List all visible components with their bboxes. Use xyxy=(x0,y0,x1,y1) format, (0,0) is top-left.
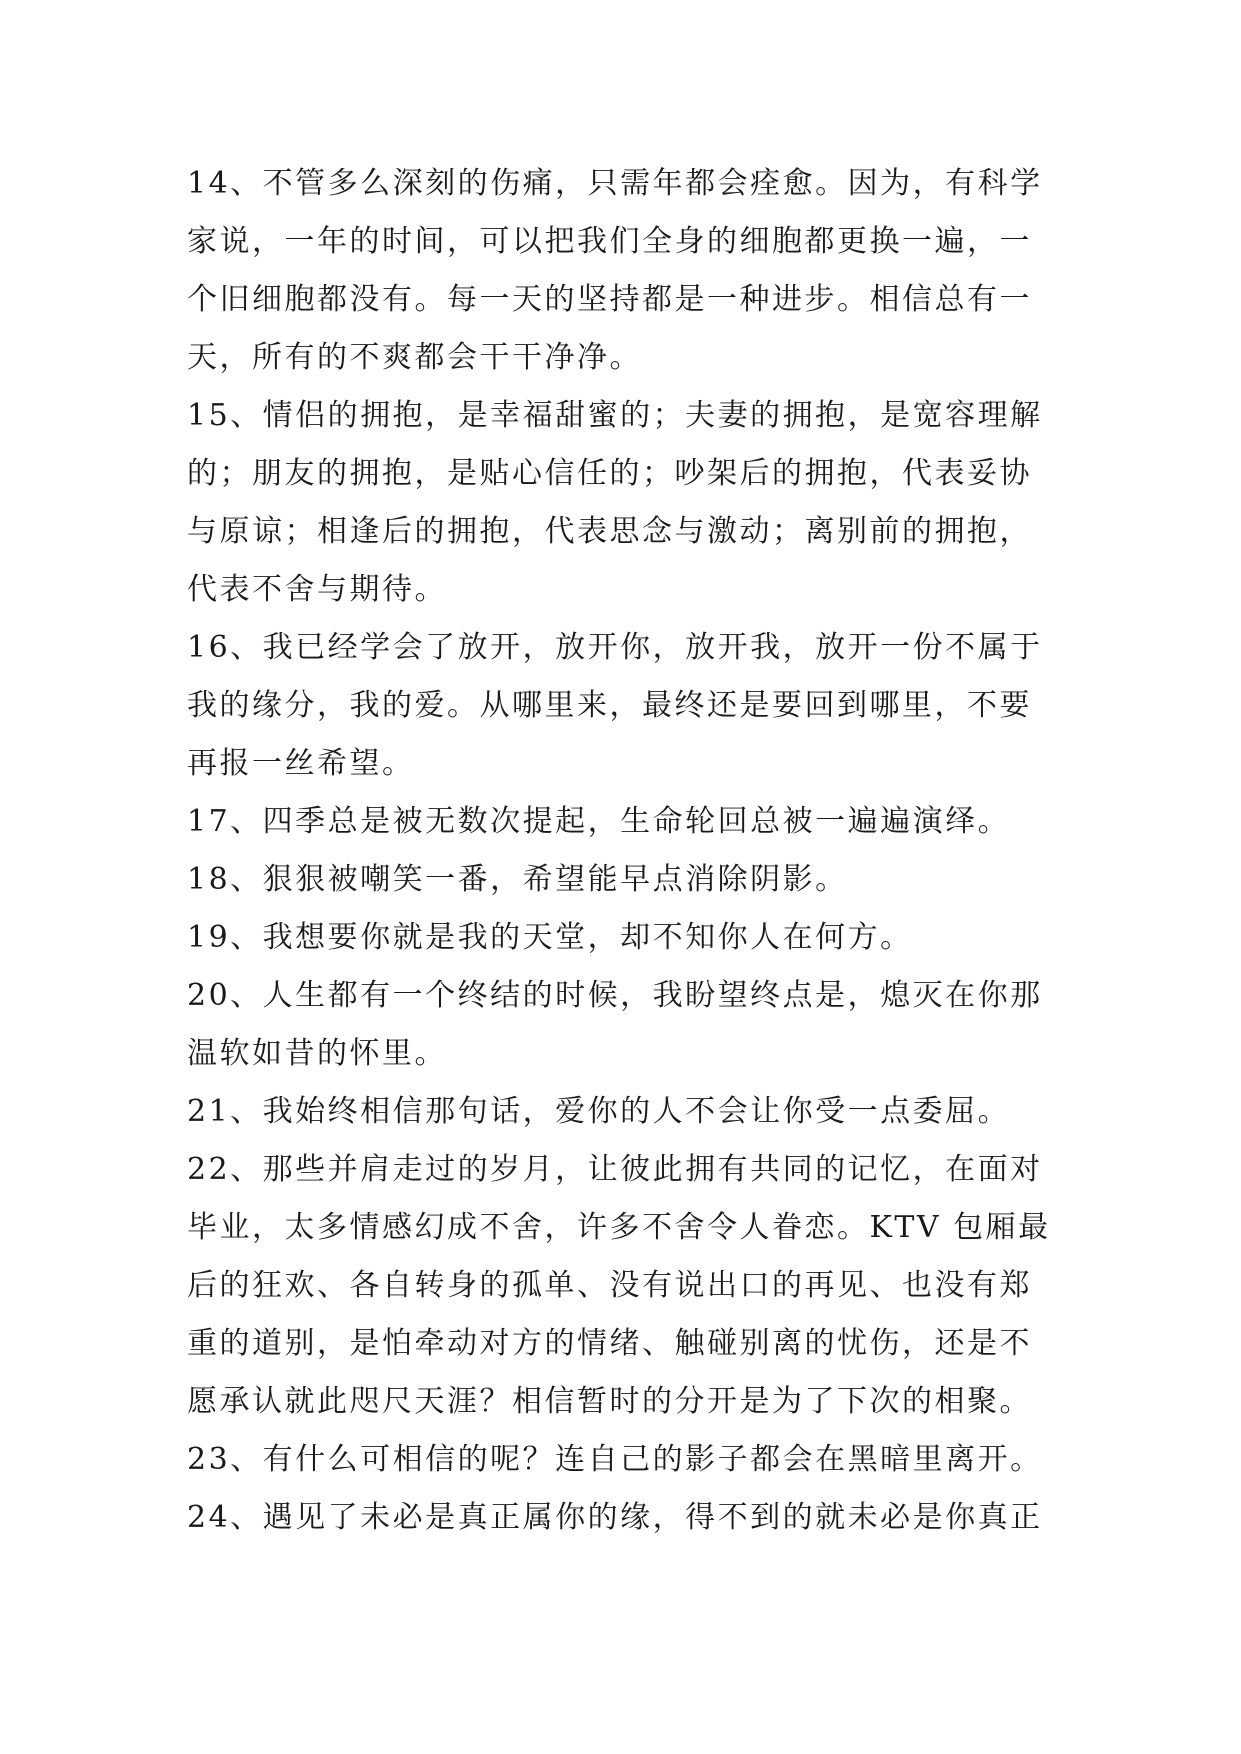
text-line: 17、四季总是被无数次提起，生命轮回总被一遍遍演绎。 xyxy=(187,804,1011,839)
text-line: 天，所有的不爽都会干干净净。 xyxy=(187,340,642,375)
text-line: 15、情侣的拥抱，是幸福甜蜜的；夫妻的拥抱，是宽容理解 xyxy=(187,398,1043,433)
text-line: 20、人生都有一个终结的时候，我盼望终点是，熄灭在你那 xyxy=(187,978,1043,1013)
document-body xyxy=(187,155,1067,1547)
text-line: 重的道别，是怕牵动对方的情绪、触碰别离的忧伤，还是不 xyxy=(187,1326,1032,1361)
text-line: 家说，一年的时间，可以把我们全身的细胞都更换一遍，一 xyxy=(187,224,1032,259)
text-line: 我的缘分，我的爱。从哪里来，最终还是要回到哪里，不要 xyxy=(187,688,1032,723)
text-line: 21、我始终相信那句话，爱你的人不会让你受一点委屈。 xyxy=(187,1094,1011,1129)
text-line: 与原谅；相逢后的拥抱，代表思念与激动；离别前的拥抱， xyxy=(187,514,1032,549)
text-line: 温软如昔的怀里。 xyxy=(187,1036,447,1071)
text-line: 后的狂欢、各自转身的孤单、没有说出口的再见、也没有郑 xyxy=(187,1268,1032,1303)
text-line: 再报一丝希望。 xyxy=(187,746,415,781)
text-line: 个旧细胞都没有。每一天的坚持都是一种进步。相信总有一 xyxy=(187,282,1032,317)
text-line: 22、那些并肩走过的岁月，让彼此拥有共同的记忆，在面对 xyxy=(187,1152,1043,1187)
text-line: 14、不管多么深刻的伤痛，只需年都会痊愈。因为，有科学 xyxy=(187,166,1043,201)
text-line: 16、我已经学会了放开，放开你，放开我，放开一份不属于 xyxy=(187,630,1043,665)
text-line: 代表不舍与期待。 xyxy=(187,572,447,607)
text-line: 的；朋友的拥抱，是贴心信任的；吵架后的拥抱，代表妥协 xyxy=(187,456,1032,491)
text-line: 毕业，太多情感幻成不舍，许多不舍令人眷恋。KTV 包厢最 xyxy=(187,1210,1051,1245)
text-line: 24、遇见了未必是真正属你的缘，得不到的就未必是你真正 xyxy=(187,1500,1043,1535)
text-line: 19、我想要你就是我的天堂，却不知你人在何方。 xyxy=(187,920,913,955)
text-line: 18、狠狠被嘲笑一番，希望能早点消除阴影。 xyxy=(187,862,848,897)
text-line: 愿承认就此咫尺天涯？相信暂时的分开是为了下次的相聚。 xyxy=(187,1384,1032,1419)
text-line: 23、有什么可相信的呢？连自己的影子都会在黑暗里离开。 xyxy=(187,1442,1043,1477)
